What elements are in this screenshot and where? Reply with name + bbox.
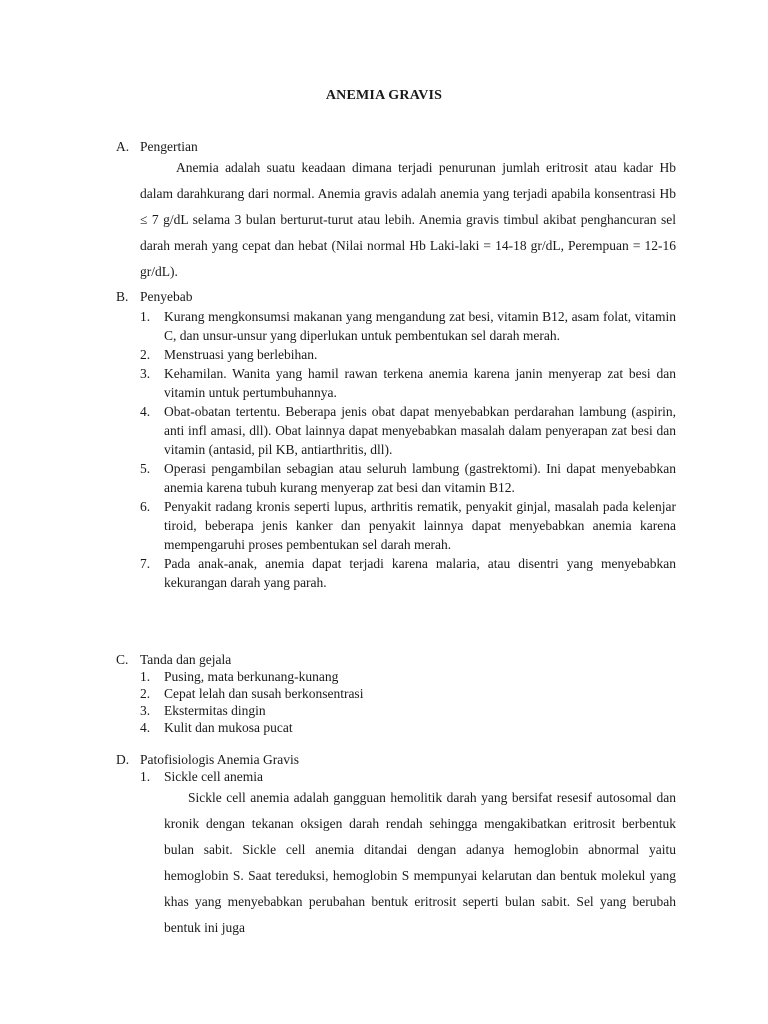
- section-tanda-gejala: [116, 651, 676, 736]
- section-heading: [116, 651, 676, 668]
- subsection-number: 1.: [140, 769, 151, 784]
- list-item-text: Pada anak-anak, anemia dapat terjadi karena malaria, atau disentri yang menyebabkan kekurangan darah yang parah.: [164, 556, 676, 590]
- list-item-number: 2.: [140, 686, 151, 701]
- section-letter: D.: [116, 752, 130, 767]
- list-item-number: 4.: [140, 404, 151, 419]
- list-item-text: Kehamilan. Wanita yang hamil rawan terkena anemia karena janin menyerap zat besi dan vitamin untuk pertumbuhannya.: [164, 366, 676, 400]
- list-item-number: 6.: [140, 499, 151, 514]
- section-pengertian: [116, 138, 676, 285]
- list-item: [140, 364, 676, 402]
- list-item: [140, 668, 676, 685]
- list-item-text: Obat-obatan tertentu. Beberapa jenis obat dapat menyebabkan perdarahan lambung (aspirin, anti infl amasi, dll). Obat lainnya dapat menyebabkan masalah dalam penyerapan zat besi dan vitamin (antasid, pil KB, antiarthritis, dll).: [164, 404, 676, 457]
- subsection-title: Sickle cell anemia: [164, 769, 263, 784]
- list-item-text: Penyakit radang kronis seperti lupus, arthritis rematik, penyakit ginjal, masalah pada kelenjar tiroid, beberapa jenis kanker dan penyakit lainnya dapat menyebabkan anemia karena mempengaruhi proses pembentukan sel darah merah.: [164, 499, 676, 552]
- section-penyebab: [116, 288, 676, 592]
- list-item: [140, 719, 676, 736]
- list-item-text: Pusing, mata berkunang-kunang: [164, 669, 339, 684]
- subsection-paragraph: [164, 785, 676, 941]
- list-item: [140, 402, 676, 459]
- section-title: Patofisiologis Anemia Gravis: [140, 752, 299, 767]
- list-item: [140, 497, 676, 554]
- section-title: Penyebab: [140, 289, 193, 304]
- subsection-heading: [140, 768, 676, 785]
- list-item-number: 2.: [140, 347, 151, 362]
- section-patofisiologis: [116, 751, 676, 941]
- section-title: Pengertian: [140, 139, 198, 154]
- list-item-number: 5.: [140, 461, 151, 476]
- list-item-text: Ekstermitas dingin: [164, 703, 266, 718]
- list-item-number: 4.: [140, 720, 151, 735]
- paragraph-text: Sickle cell anemia adalah gangguan hemolitik darah yang bersifat resesif autosomal dan kronik dengan tekanan oksigen darah rendah sehingga mengakibatkan eritrosit berbentuk bulan sabit. Sickle cell anemia ditandai dengan adanya hemoglobin abnormal yaitu hemoglobin S. Saat tereduksi, hemoglobin S mempunyai kelarutan dan bentuk molekul yang khas yang menyebabkan perubahan bentuk eritrosit seperti bulan sabit. Sel yang berubah bentuk ini juga: [164, 790, 676, 935]
- list-item-number: 1.: [140, 309, 151, 324]
- section-letter: A.: [116, 139, 130, 154]
- list-item-number: 3.: [140, 703, 151, 718]
- page-title: ANEMIA GRAVIS: [325, 88, 443, 103]
- list-item-text: Operasi pengambilan sebagian atau seluruh lambung (gastrektomi). Ini dapat menyebabkan anemia karena tubuh kurang menyerap zat besi dan vitamin B12.: [164, 461, 676, 495]
- section-paragraph: [140, 155, 676, 285]
- list-item-number: 7.: [140, 556, 151, 571]
- list-item-text: Cepat lelah dan susah berkonsentrasi: [164, 686, 364, 701]
- section-heading: [116, 138, 676, 155]
- section-heading: [116, 751, 676, 768]
- section-letter: C.: [116, 652, 129, 667]
- list-item: [140, 459, 676, 497]
- list-item: [140, 307, 676, 345]
- list-item-text: Menstruasi yang berlebihan.: [164, 347, 318, 362]
- list-item-number: 1.: [140, 669, 151, 684]
- list-item-number: 3.: [140, 366, 151, 381]
- list-item: [140, 554, 676, 592]
- symptom-list: [140, 668, 676, 736]
- list-item-text: Kurang mengkonsumsi makanan yang mengandung zat besi, vitamin B12, asam folat, vitamin C, dan unsur-unsur yang diperlukan untuk pembentukan sel darah merah.: [164, 309, 676, 343]
- list-item: [140, 345, 676, 364]
- paragraph-text: Anemia adalah suatu keadaan dimana terjadi penurunan jumlah eritrosit atau kadar Hb dalam darahkurang dari normal. Anemia gravis adalah anemia yang terjadi apabila konsentrasi Hb ≤ 7 g/dL selama 3 bulan berturut-turut atau lebih. Anemia gravis timbul akibat penghancuran sel darah merah yang cepat dan hebat (Nilai normal Hb Laki-laki = 14-18 gr/dL, Perempuan = 12-16 gr/dL).: [140, 160, 676, 279]
- section-letter: B.: [116, 289, 129, 304]
- cause-list: [140, 307, 676, 592]
- list-item-text: Kulit dan mukosa pucat: [164, 720, 293, 735]
- list-item: [140, 685, 676, 702]
- list-item: [140, 702, 676, 719]
- section-title: Tanda dan gejala: [140, 652, 232, 667]
- section-heading: [116, 288, 676, 305]
